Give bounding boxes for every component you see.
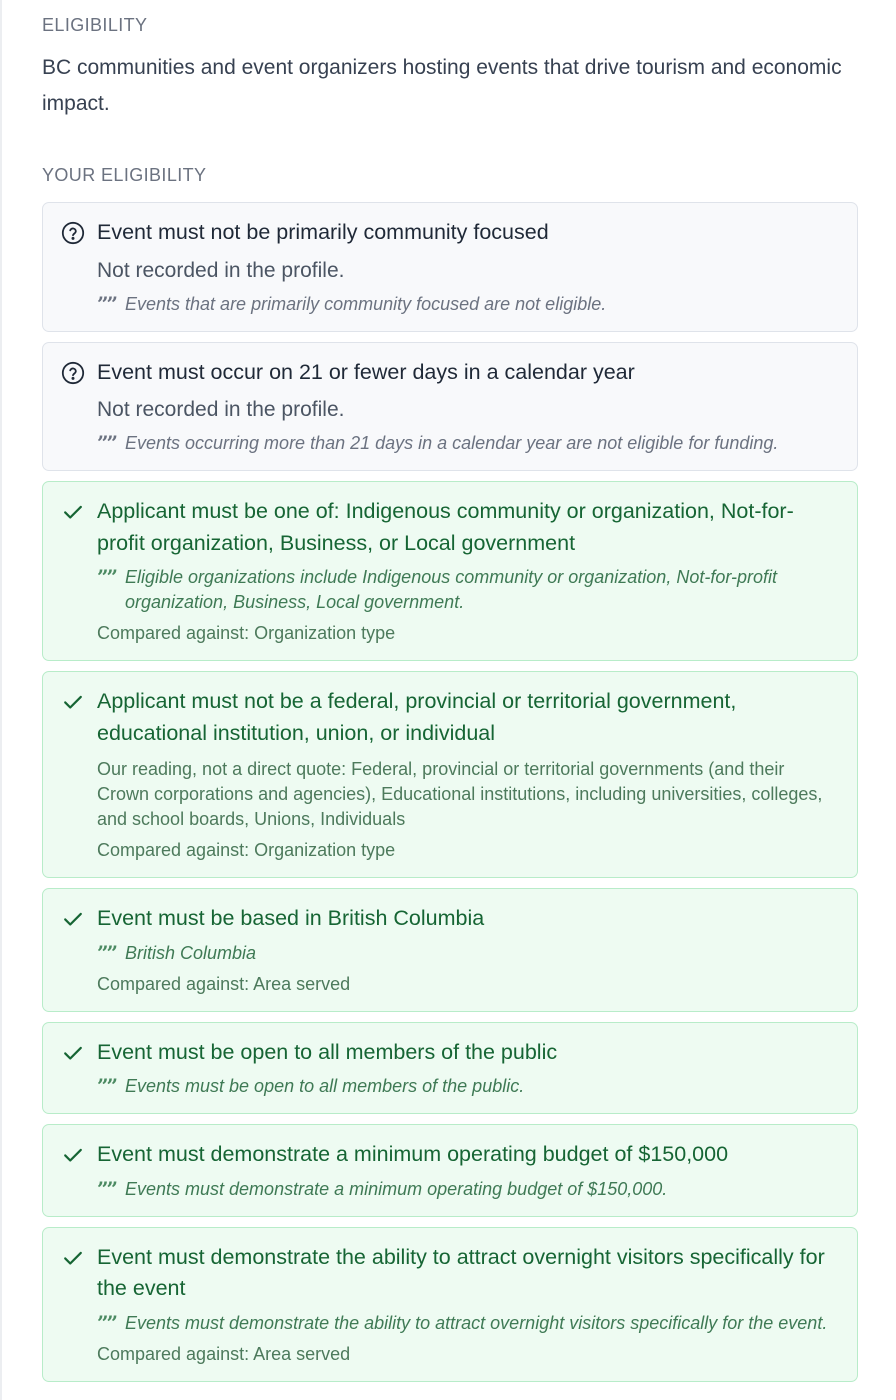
criterion-quote xyxy=(97,1177,839,1202)
check-icon xyxy=(60,689,86,715)
criterion-status-note: Not recorded in the profile. xyxy=(97,258,345,282)
criterion-card-met xyxy=(42,1124,858,1217)
criterion-card-unknown xyxy=(42,202,858,332)
check-icon xyxy=(60,1142,86,1168)
quote-icon: ”” xyxy=(97,291,117,316)
criterion-title: Event must be based in British Columbia xyxy=(97,906,485,930)
criterion-title: Applicant must not be a federal, provincial or territorial government, educational institution, union, or individual xyxy=(97,689,737,745)
eligibility-description: BC communities and event organizers hosting events that drive tourism and economic impact. xyxy=(42,56,842,115)
criterion-quote-text: Events must demonstrate a minimum operating budget of $150,000. xyxy=(125,1178,668,1199)
criterion-body xyxy=(97,217,839,317)
check-icon xyxy=(60,499,86,525)
eligibility-heading: ELIGIBILITY xyxy=(42,15,148,35)
criterion-quote-text: Events that are primarily community focused are not eligible. xyxy=(125,293,607,314)
criterion-quote xyxy=(97,941,839,966)
criterion-compared-against: Compared against: Organization type xyxy=(97,623,396,643)
criterion-compared-against: Compared against: Organization type xyxy=(97,840,396,860)
criterion-quote-text: Events occurring more than 21 days in a calendar year are not eligible for funding. xyxy=(125,433,779,453)
criterion-title: Event must occur on 21 or fewer days in a calendar year xyxy=(97,359,635,384)
criterion-body xyxy=(97,496,839,646)
criterion-card-met xyxy=(42,671,858,878)
criterion-quote xyxy=(97,1311,839,1336)
check-icon xyxy=(60,1040,86,1066)
quote-icon: ”” xyxy=(97,940,117,965)
criterion-quote xyxy=(97,431,839,456)
criterion-quote xyxy=(97,565,839,615)
criterion-body xyxy=(97,1242,839,1367)
quote-icon: ”” xyxy=(97,1074,117,1098)
quote-icon: ”” xyxy=(97,1310,117,1335)
criterion-title: Event must demonstrate the ability to attract overnight visitors specifically for the event xyxy=(97,1244,825,1300)
criterion-quote-text: Events must demonstrate the ability to attract overnight visitors specifically for the event. xyxy=(125,1312,828,1333)
criterion-card-met xyxy=(42,481,858,661)
criterion-card-met xyxy=(42,888,858,1012)
criterion-quote-text: Events must be open to all members of the public. xyxy=(125,1076,525,1096)
criterion-card-met xyxy=(42,1227,858,1382)
quote-icon: ”” xyxy=(97,1176,117,1201)
criterion-reading: Our reading, not a direct quote: Federal, provincial or territorial governments (and their Crown corporations and agencies), Educational institutions, including universities, colleges, and school boards, Unions, Individuals xyxy=(97,759,823,829)
criterion-quote-text: Eligible organizations include Indigenous community or organization, Not-for-profit organization, Business, Local government. xyxy=(125,567,778,612)
criterion-quote-text: British Columbia xyxy=(125,942,257,963)
criterion-body xyxy=(97,686,839,863)
criterion-card-unknown xyxy=(42,342,858,472)
criterion-title: Event must not be primarily community focused xyxy=(97,220,549,244)
check-icon xyxy=(60,1245,86,1271)
criterion-body xyxy=(97,357,839,457)
criterion-title: Applicant must be one of: Indigenous community or organization, Not-for-profit organization, Business, or Local government xyxy=(97,499,794,555)
criterion-compared-against: Compared against: Area served xyxy=(97,1343,351,1364)
criterion-body xyxy=(97,1037,839,1100)
question-circle-icon xyxy=(60,360,86,386)
criterion-title: Event must demonstrate a minimum operating budget of $150,000 xyxy=(97,1142,729,1166)
criterion-quote xyxy=(97,1074,839,1099)
criterion-card-met xyxy=(42,1022,858,1115)
criterion-status-note: Not recorded in the profile. xyxy=(97,398,345,421)
quote-icon: ”” xyxy=(97,565,117,589)
check-icon xyxy=(60,906,86,932)
criterion-body xyxy=(97,1139,839,1202)
your-eligibility-heading: YOUR ELIGIBILITY xyxy=(42,165,207,185)
question-circle-icon xyxy=(60,220,86,246)
quote-icon: ”” xyxy=(97,431,117,455)
criteria-list xyxy=(42,202,858,1382)
criterion-body xyxy=(97,903,839,997)
criterion-title: Event must be open to all members of the public xyxy=(97,1039,558,1064)
criterion-compared-against: Compared against: Area served xyxy=(97,973,351,994)
criterion-quote xyxy=(97,292,839,317)
